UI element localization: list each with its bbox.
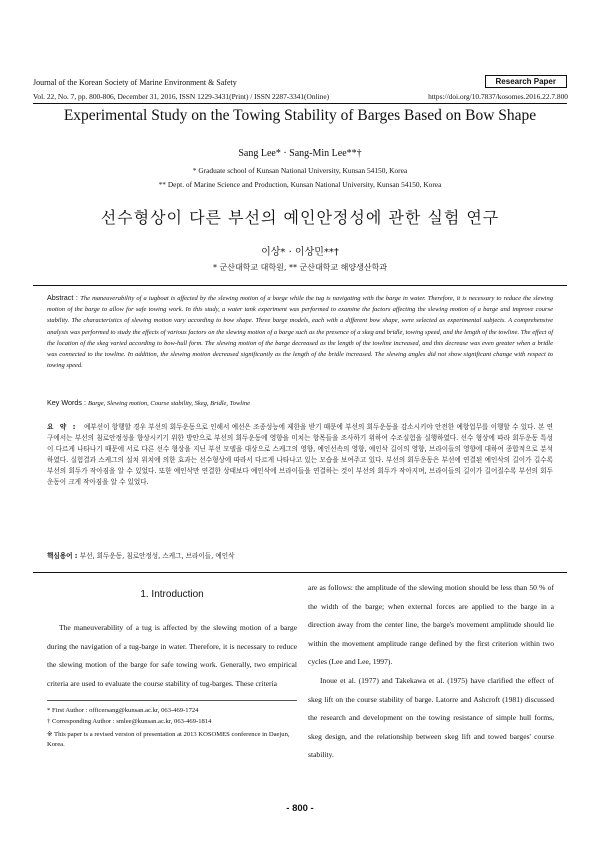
page-number: - 800 -	[286, 803, 314, 814]
affiliation-1: * Graduate school of Kunsan National University, Kunsan 54150, Korea	[192, 166, 408, 175]
body-rule	[33, 572, 567, 573]
korean-affiliation: * 군산대학교 대학원, ** 군산대학교 해양생산학과	[212, 263, 388, 272]
section-heading: 1. Introduction	[140, 589, 204, 600]
korean-keywords-label: 핵심용어 :	[47, 552, 80, 560]
keywords	[47, 398, 553, 407]
body-column-left: The maneuverability of a tug is affected by the slewing motion of a barge during the navigation of a tug-barge in water. Therefore, it is necessary to reduce the slewing motion of the barge for safe towing work. Generally, two empirical criteria are used to evaluate the course stability of tug-barges. These criteria	[47, 623, 297, 688]
abstract-text: The maneuverability of a tugboat is affected by the slewing motion of a barge while the tug is navigating with the barge in water. Therefore, it is necessary to reduce the slewing motion of the barge to allow for safe towing work. In this study, a water tank experiment was performed to examine the factors affecting the slewing motion of a barge and improve course stability. The characteristics of slewing motion vary according to bow shape. Three barge models, each with a different bow shape, were selected as experimental subjects. A comprehensive analysis was performed to study the effects of various factors on the slewing motion of a barge such as the presence of a skeg and bridle, towing speed, and the length of the towline. The effect of the location of the skeg varied according to bow-hull form. The slewing motion of the barge decreased as the length of the towline increased, and this decrease was even greater when a bridle was connected to the towline. In addition, the slewing motion decreased significantly as the length of the bridle increased. The slewing angles did not show significant change with respect to towing speed.	[47, 295, 553, 370]
korean-title: 선수형상이 다른 부선의 예인안정성에 관한 실험 연구	[100, 208, 500, 227]
doi-link[interactable]: https://doi.org/10.7837/kosomes.2016.22.7.800	[428, 92, 568, 101]
korean-keywords-text: 부선, 회두운동, 침로안정성, 스케그, 브라이들, 예인삭	[79, 552, 235, 560]
korean-authors: 이상* · 이상민**†	[261, 247, 339, 258]
body-column-right	[308, 579, 554, 765]
korean-abstract	[47, 422, 553, 489]
footnote-note: ※ This paper is a revised version of presentation at 2013 KOSOMES conference in Daejun, Korea.	[47, 731, 290, 748]
author-list: Sang Lee* · Sang-Min Lee**†	[238, 148, 362, 159]
abstract-rule	[33, 285, 567, 286]
volume-line	[33, 92, 568, 101]
footnote-corresponding-author: † Corresponding Author : smlee@kunsan.ac.kr, 063-469-1814	[47, 718, 212, 725]
korean-keywords	[47, 550, 553, 560]
header-rule	[33, 103, 567, 104]
abstract	[47, 292, 553, 371]
footnote-first-author: * First Author : officersang@kunsan.ac.kr, 063-469-1724	[47, 707, 199, 714]
footnote-rule	[47, 700, 297, 701]
body-paragraph: are as follows: the amplitude of the slewing motion should be less than 50 % of the width of the barge; when external forces are applied to the barge in a direction away from the center line, the barge's movement amplitude should lie within the movement amplitude range defined by the first criterion within two cycles (Lee and Lee, 1997).	[308, 583, 554, 667]
abstract-label: Abstract :	[47, 293, 81, 302]
korean-abstract-text: 예부선이 항행할 경우 부선의 회두운동으로 인해서 예선은 조종성능에 제한을 받기 때문에 부선의 회두운동을 감소시키야 안전한 예항업무를 이행할 수 있다. 본 연구에서는 부선의 침로안정성을 향상시키기 위한 방안으로 부선의 회두운동에 영향을 미치는 항목들을 조사하기 위하여 수조실험을 실행하였다. 선수 형상에 따라 회두운동 특성이 다르게 나타나기 때문에 서로 다른 선수 형상을 지닌 부선 모델을 대상으로 스케그의 영향, 예인선속의 영향, 예인삭 길이의 영향, 브라이들의 영향에 대하여 종합적으로 분석하였다. 실험결과 스케그의 설치 위치에 의한 효과는 선수형상에 따라서 다르게 나타나고 있는 모습을 보여주고 있다. 부선의 회두운동은 부선에 연결된 예인삭의 길이가 길수록 부선의 회두가 작아짐을 알 수 있었다. 또한 예인삭만 연결한 상태보다 예인삭에 브라이들을 연결하는 것이 부선의 회두가 작아지며, 브라이들의 길이가 길어질수록 부선의 회두운동이 크게 작아짐을 알 수 있었다.	[47, 423, 554, 487]
keywords-label: Key Words :	[47, 398, 89, 407]
article-type-badge: Research Paper	[485, 75, 567, 88]
body-paragraph: Inoue et al. (1977) and Takekawa et al. (1975) have clarified the effect of skeg lift on the course stability of barge. Latorre and Ashcroft (1981) discussed the research and development on the towing resistance of simple hull forms, skeg design, and the relationship between skeg lift and towed barges' course stability.	[308, 675, 554, 760]
affiliation-2: ** Dept. of Marine Science and Production, Kunsan National University, Kunsan 54150, Korea	[158, 180, 442, 189]
paper-title: Experimental Study on the Towing Stability of Barges Based on Bow Shape	[63, 107, 537, 124]
korean-abstract-label: 요 약 :	[47, 423, 82, 431]
journal-name: Journal of the Korean Society of Marine Environment & Safety	[33, 78, 237, 87]
volume-info: Vol. 22, No. 7, pp. 800-806, December 31, 2016, ISSN 1229-3431(Print) / ISSN 2287-3341(Online)	[33, 92, 330, 101]
keywords-text: Barge, Slewing motion, Course stability, Skeg, Bridle, Towline	[88, 400, 251, 407]
